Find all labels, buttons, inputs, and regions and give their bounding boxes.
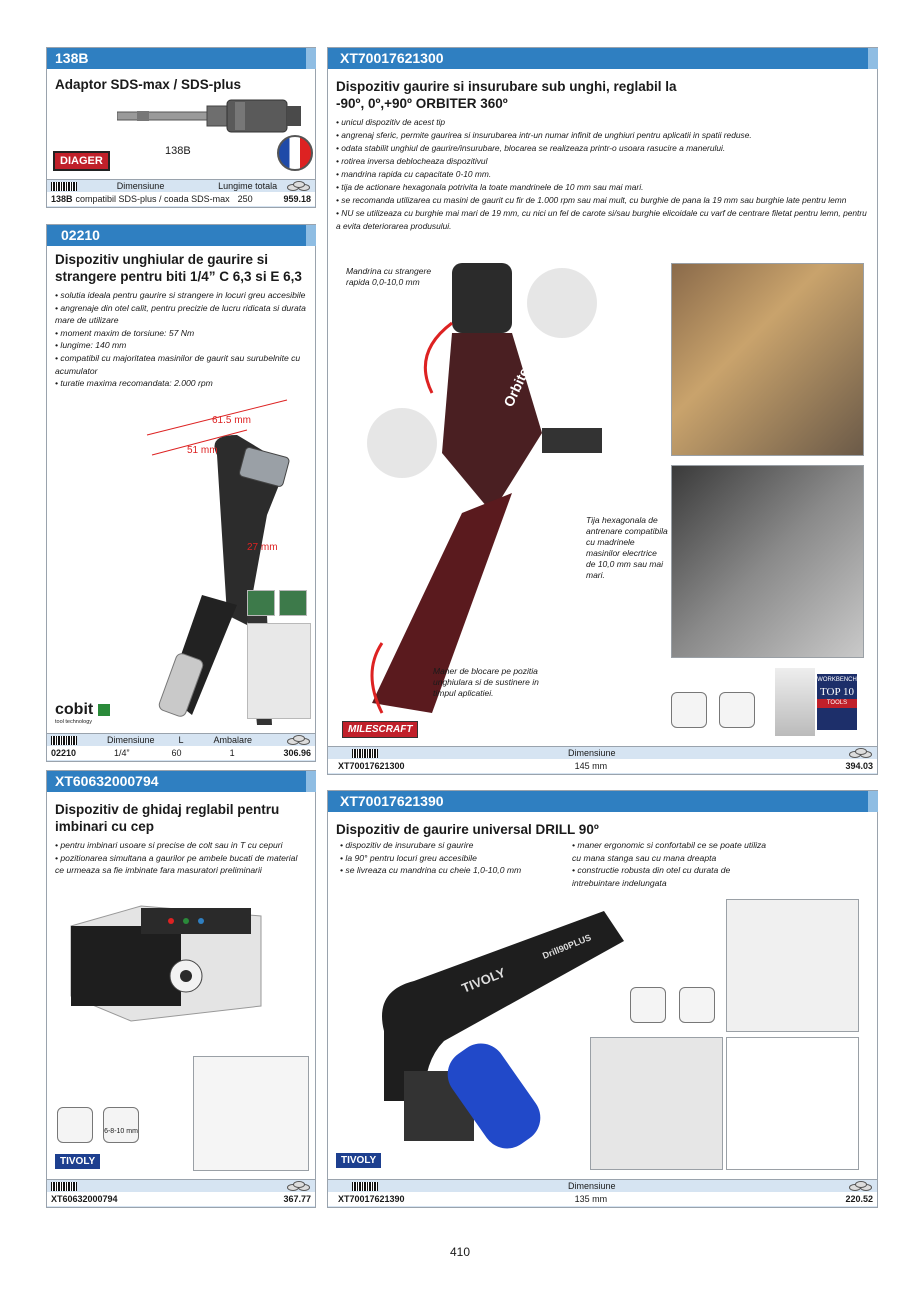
barcode-icon [352, 749, 378, 758]
col-dimension: Dimensiune [116, 181, 165, 191]
kit-contents-photo [726, 1037, 859, 1170]
product-code-header: 138B [47, 48, 315, 69]
dim-label: 51 mm [187, 445, 218, 456]
drill-icon [630, 987, 666, 1023]
award-badge [775, 668, 815, 736]
product-code-header: 02210 [47, 225, 315, 246]
feature-item: • se recomanda utilizarea cu masini de gaurit cu fir de 1.000 rpm sau mai mult, cu burghie de pana la 19 mm sau burghie late pentru lemn [336, 194, 869, 207]
drill-icon [57, 1107, 93, 1143]
product-card-02210 [46, 224, 316, 762]
feature-list [55, 839, 307, 877]
chuck-icon [719, 692, 755, 728]
product-brand-text: Orbiter [500, 360, 535, 410]
adaptor-image [117, 96, 307, 136]
price-coins-icon [287, 1181, 311, 1191]
product-title: Dispozitiv de ghidaj reglabil pentru imbinari cu cep [55, 802, 280, 834]
packaging-image [247, 623, 311, 719]
product-card-xt70017621390 [327, 790, 878, 1208]
brand-logo: TIVOLY [55, 1154, 100, 1169]
product-title: Dispozitiv gaurire si insurubare sub unghi, reglabil la -90º, 0º,+90º ORBITER 360º [336, 79, 677, 111]
feature-item: • dispozitiv de insurubare si gaurire [340, 839, 560, 852]
brand-logo: cobit tool technology [55, 701, 110, 725]
feature-item: • se livreaza cu mandrina cu cheie 1,0-10,0 mm [340, 864, 560, 877]
page-number: 410 [449, 1245, 471, 1259]
feature-item: • maner ergonomic si confortabil ce se poate utiliza cu mana stanga sau cu mana dreapta [572, 839, 772, 864]
feature-item: • rotirea inversa deblocheaza dispozitivul [336, 155, 869, 168]
top10-award: WORKBENCH TOP 10 TOOLS [817, 674, 857, 730]
product-code-header: XT60632000794 [47, 771, 315, 792]
product-title: Dispozitiv de gaurire universal DRILL 90º [336, 822, 599, 837]
orbiter-tool-image [342, 253, 662, 733]
barcode-icon [352, 1182, 378, 1191]
feature-item: • angrenaje din otel calit, pentru precizie de lucru ridicata si durata mare de utilizare [55, 302, 307, 327]
product-code-header: XT70017621300 [328, 48, 877, 69]
angle-use-icon [679, 987, 715, 1023]
row-code: 138B [51, 194, 73, 204]
feature-item: • NU se utilizeaza cu burghie mai mari de 19 mm, cu nici un fel de carote si/sau burghie elicoidale cu varf de centrare filetat pentru lemn, pentru a evita deteriorarea produsului. [336, 207, 869, 233]
row-price: 959.18 [283, 194, 311, 204]
row-desc: compatibil SDS-plus / coada SDS-max [75, 194, 230, 204]
product-brand-text: TIVOLY [459, 964, 508, 996]
usage-photo [193, 1056, 309, 1171]
feature-item: • pozitionarea simultana a gaurilor pe ambele bucati de material ce urmeaza sa fie imbinate fara masuratori preliminarii [55, 852, 307, 877]
product-card-138b [46, 47, 316, 208]
price-table [47, 179, 315, 207]
drill-icon [671, 692, 707, 728]
feature-list [55, 289, 307, 390]
brand-logo: DIAGER [53, 151, 110, 171]
feature-item: • mandrina rapida cu capacitate 0-10 mm. [336, 168, 869, 181]
product-code-header: XT70017621390 [328, 791, 877, 812]
dowel-jig-image [61, 886, 291, 1026]
callout-chuck: Mandrina cu strangere rapida 0,0-10,0 mm [346, 266, 432, 287]
row-length: 250 [237, 194, 253, 204]
price-table: Dimensiune L Ambalare 02210 1/4” 60 1 306.96 [47, 733, 315, 761]
product-title: Dispozitiv unghiular de gaurire si strangere pentru biti 1/4” C 6,3 si E 6,3 [55, 252, 302, 284]
feature-item: • pentru imbinari usoare si precise de colt sau in T cu cepuri [55, 839, 307, 852]
price-coins-icon [849, 748, 873, 758]
price-coins-icon [849, 1181, 873, 1191]
feature-item: • moment maxim de torsiune: 57 Nm [55, 327, 307, 340]
feature-item: • odata stabilit unghiul de gaurire/insurubare, blocarea se realizeaza printr-o usoara rasucire a manerului. [336, 142, 869, 155]
barcode-icon [51, 182, 77, 191]
price-coins-icon [287, 181, 311, 191]
feature-item: • compatibil cu majoritatea masinilor de gaurit sau surubelnite cu acumulator [55, 352, 307, 377]
callout-shaft: Tija hexagonala de antrenare compatibila cu madrinele masinilor elecrtrice de 10,0 mm sau mai mari. [586, 515, 668, 580]
product-card-xt70017621300 [327, 47, 878, 775]
price-table: Dimensiune XT70017621390 135 mm 220.52 [328, 1179, 877, 1207]
feature-item: • angrenaj sferic, permite gaurirea si insurubarea intr-un numar infinit de unghiuri pentru aplicatii in spatii reduse. [336, 129, 869, 142]
feature-item: • tija de actionare hexagonala potrivita la toate mandrinele de 10 mm sau mai mari. [336, 181, 869, 194]
price-coins-icon [287, 735, 311, 745]
product-model-text: Drill90PLUS [541, 932, 593, 961]
usage-photo-wall [671, 263, 864, 456]
feature-list [336, 116, 869, 233]
brand-mark-icon [98, 704, 110, 716]
callout-handle: Maner de blocare pe pozitia unghiulara si de sustinere in timpul aplicatiei. [433, 666, 539, 698]
dowel-size-icon: 6-8-10 mm [103, 1107, 139, 1143]
price-table: XT60632000794 367.77 [47, 1179, 315, 1207]
feature-item: • unicul dispozitiv de acest tip [336, 116, 869, 129]
feature-list-left [340, 839, 560, 877]
barcode-icon [51, 736, 77, 745]
price-table: Dimensiune XT70017621300 145 mm 394.03 [328, 746, 877, 774]
dim-label: 27 mm [247, 542, 278, 553]
usage-photo-car [671, 465, 864, 658]
brand-logo: MILESCRAFT [342, 721, 418, 738]
col-length: Lungime totala [218, 181, 278, 191]
feature-item: • lungime: 140 mm [55, 339, 307, 352]
chuck-photo [726, 899, 859, 1032]
image-caption: 138B [165, 145, 191, 157]
brand-logo: TIVOLY [336, 1153, 381, 1168]
feature-item: • turatie maxima recomandata: 2.000 rpm [55, 377, 307, 390]
dim-label: 61.5 mm [212, 415, 251, 426]
product-title: Adaptor SDS-max / SDS-plus [55, 77, 242, 92]
feature-icon [247, 590, 275, 616]
feature-item: • la 90° pentru locuri greu accesibile [340, 852, 560, 865]
feature-item: • constructie robusta din otel cu durata de intrebuintare indelungata [572, 864, 772, 889]
feature-item: • solutia ideala pentru gaurire si strangere in locuri greu accesibile [55, 289, 307, 302]
barcode-icon [51, 1182, 77, 1191]
feature-list-right [572, 839, 772, 889]
product-card-xt60632000794 [46, 770, 316, 1208]
feature-icon [279, 590, 307, 616]
packaging-photo [590, 1037, 723, 1170]
made-in-france-badge [277, 135, 313, 171]
